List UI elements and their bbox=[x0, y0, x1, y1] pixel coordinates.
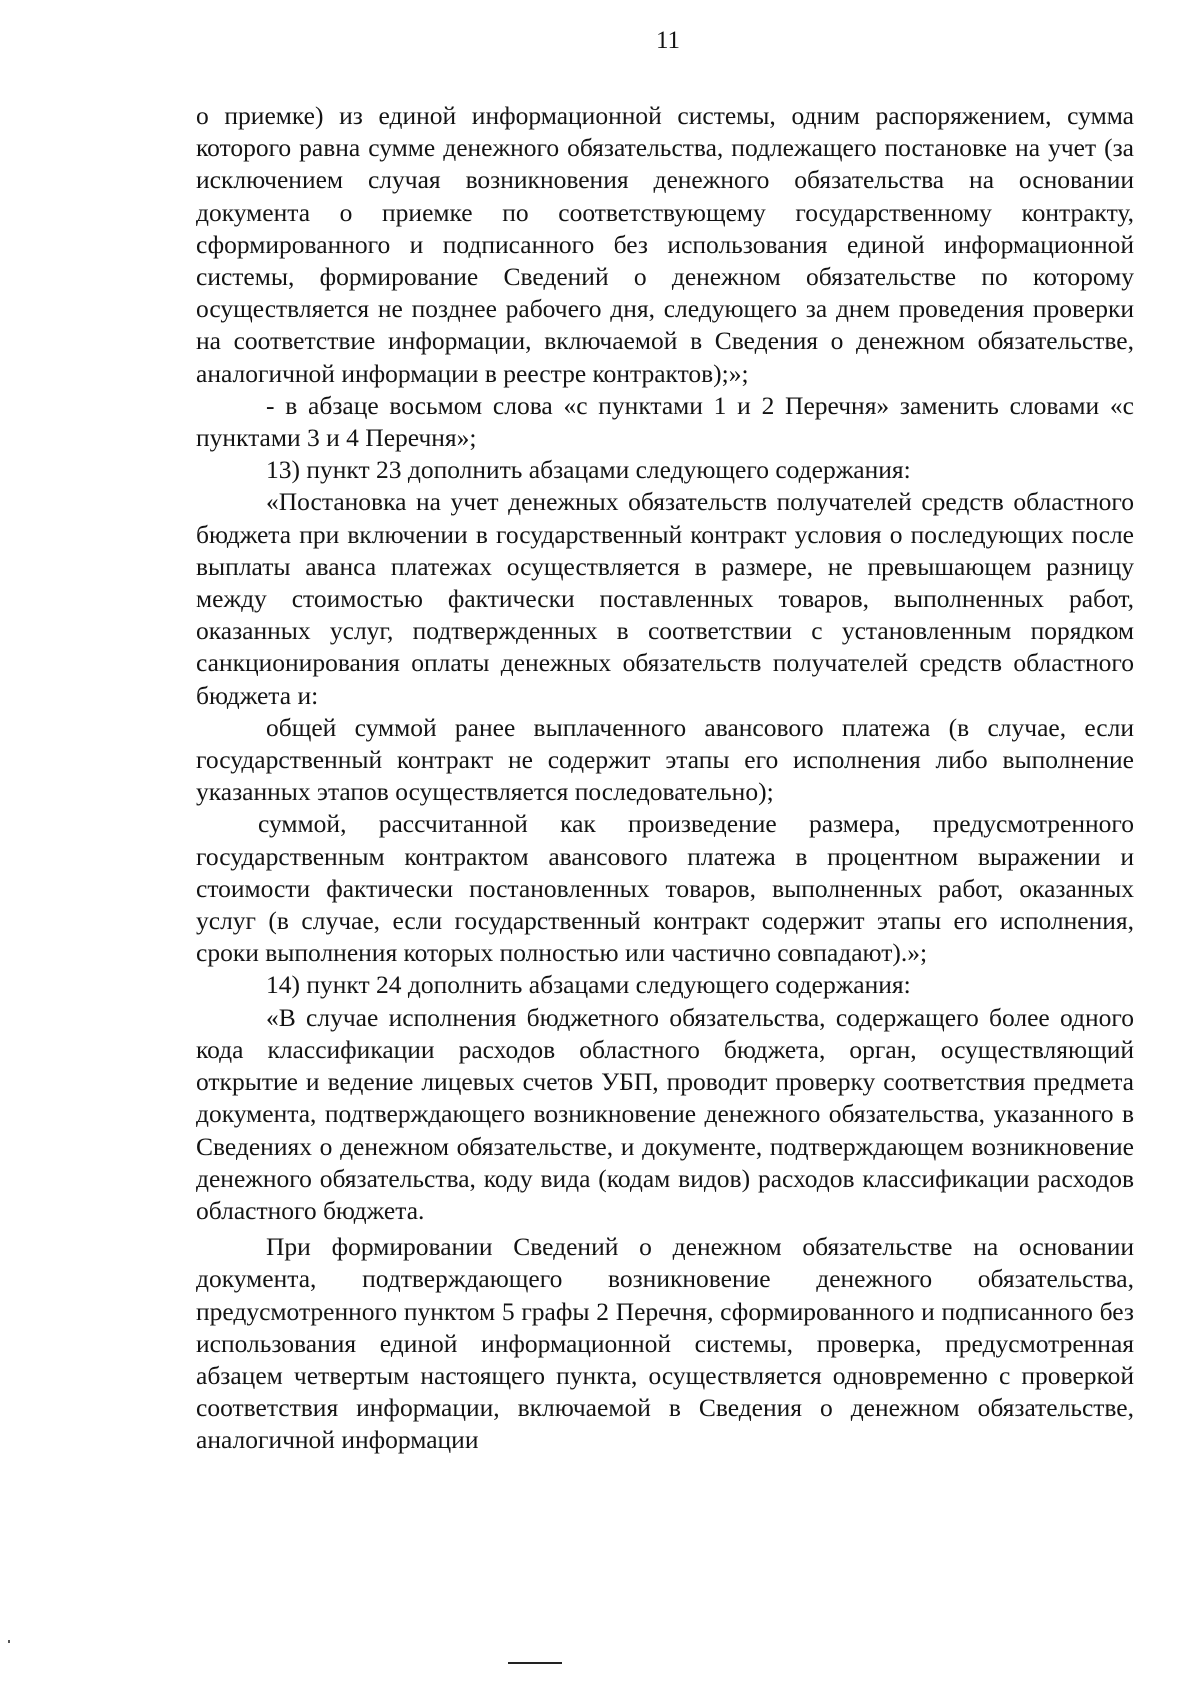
paragraph-quote-item-24: «В случае исполнения бюджетного обязательства, содержащего более одного кода классификации расходов областного бюджета, орган, осуществляющий открытие и ведение лицевых счетов УБП, проводит проверку соответствия предмета документа, подтверждающего возникновение денежного обязательства, указанного в Сведениях о денежном обязательстве, и документе, подтверждающем возникновение денежного обязательства, коду вида (кодам видов) расходов классификации расходов областного бюджета. bbox=[196, 1002, 1134, 1225]
paragraph-quote-item-23: «Постановка на учет денежных обязательств получателей средств областного бюджета при включении в государственный контракт условия о последующих после выплаты аванса платежах осуществляется в размере, не превышающем разницу между стоимостью фактически поставленных товаров, выполненных работ, оказанных услуг, подтвержденных в соответствии с установленным порядком санкционирования оплаты денежных обязательств получателей средств областного бюджета и: bbox=[196, 487, 1134, 710]
paragraph-advance-calculated: суммой, рассчитанной как произведение размера, предусмотренного государственным контрактом авансового платежа в процентном выражении и стоимости фактически постановленных товаров, выполненных работ, оказанных услуг (в случае, если государственный контракт содержит этапы его исполнения, сроки выполнения которых полностью или частично совпадают).»; bbox=[196, 809, 1134, 968]
document-body bbox=[196, 100, 1134, 1457]
paragraph-advance-total: общей суммой ранее выплаченного авансового платежа (в случае, если государственный контракт не содержит этапы его исполнения либо выполнение указанных этапов осуществляется последовательно); bbox=[196, 712, 1134, 807]
paragraph-formation-check: При формировании Сведений о денежном обязательстве на основании документа, подтверждающего возникновение денежного обязательства, предусмотренного пунктом 5 графы 2 Перечня, сформированного и подписанного без использования единой информационной системы, проверка, предусмотренная абзацем четвертым настоящего пункта, осуществляется одновременно с проверкой соответствия информации, включаемой в Сведения о денежном обязательстве, аналогичной информации bbox=[196, 1232, 1134, 1455]
page-number: 11 bbox=[655, 27, 681, 54]
footer-dash bbox=[508, 1662, 562, 1664]
paragraph-item-13: 13) пункт 23 дополнить абзацами следующего содержания: bbox=[266, 455, 911, 485]
paragraph-continuation: о приемке) из единой информационной системы, одним распоряжением, сумма которого равна сумме денежного обязательства, подлежащего постановке на учет (за исключением случая возникновения денежного обязательства на основании документа о приемке по соответствующему государственному контракту, сформированного и подписанного без использования единой информационной системы, формирование Сведений о денежном обязательстве по которому осуществляется не позднее рабочего дня, следующего за днем проведения проверки на соответствие информации, включаемой в Сведения о денежном обязательстве, аналогичной информации в реестре контрактов);»; bbox=[196, 101, 1134, 388]
paragraph-item-14: 14) пункт 24 дополнить абзацами следующего содержания: bbox=[266, 970, 911, 1000]
paragraph-amendment-abzac-8: - в абзаце восьмом слова «с пунктами 1 и 2 Перечня» заменить словами «с пунктами 3 и 4 Перечня»; bbox=[196, 390, 1134, 453]
scan-artifact bbox=[8, 1640, 10, 1643]
